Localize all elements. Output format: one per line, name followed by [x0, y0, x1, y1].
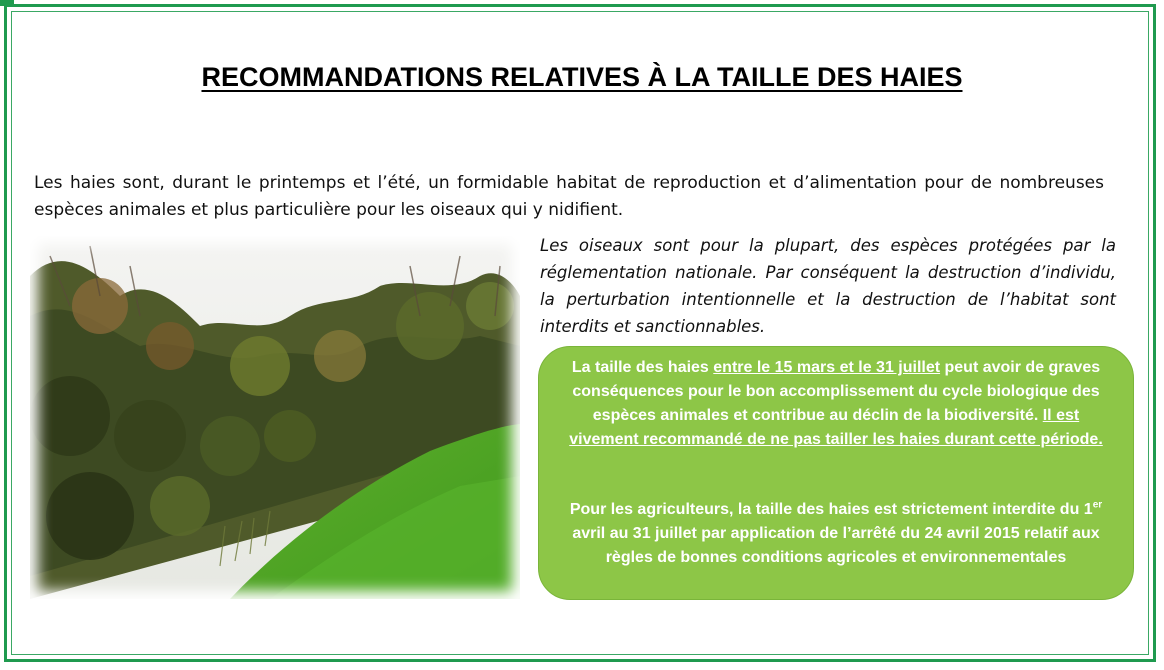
intro-paragraph: Les haies sont, durant le printemps et l’été, un formidable habitat de reproduction et d’alimentation pour de nombreuses espèces animales et plus particulière pour les oiseaux qui y nidifient. [34, 173, 1104, 220]
protection-paragraph: Les oiseaux sont pour la plupart, des espèces protégées par la réglementation nationale. Par conséquent la destruction d’individu, la perturbation intentionnelle et la destruction de l’habitat sont interdits et sanctionnables. [540, 236, 1116, 336]
hedge-photo [30, 236, 520, 599]
recommendation-text [556, 356, 1116, 452]
regulation-text [556, 498, 1116, 570]
period-highlight: entre le 15 mars et le 31 juillet [713, 359, 941, 376]
regulation-text-start: Pour les agriculteurs, la taille des haies est strictement interdite du 1 [569, 501, 1093, 518]
page-title: RECOMMANDATIONS RELATIVES À LA TAILLE DES HAIES [201, 62, 963, 92]
recommendation-highlight: Il est vivement recommandé de ne pas tailler les haies durant cette période. [569, 407, 1103, 448]
regulation-text-end: avril au 31 juillet par application de l’arrêté du 24 avril 2015 relatif aux règles de bonnes conditions agricoles et environnementales [572, 525, 1100, 566]
recommendation-text-start: La taille des haies [571, 359, 714, 376]
ordinal-superscript: er [1092, 499, 1103, 511]
recommendation-text-middle: peut avoir de graves conséquences pour le bon accomplissement du cycle biologique des espèces animales et contribue au déclin de la biodiversité. [572, 359, 1101, 424]
